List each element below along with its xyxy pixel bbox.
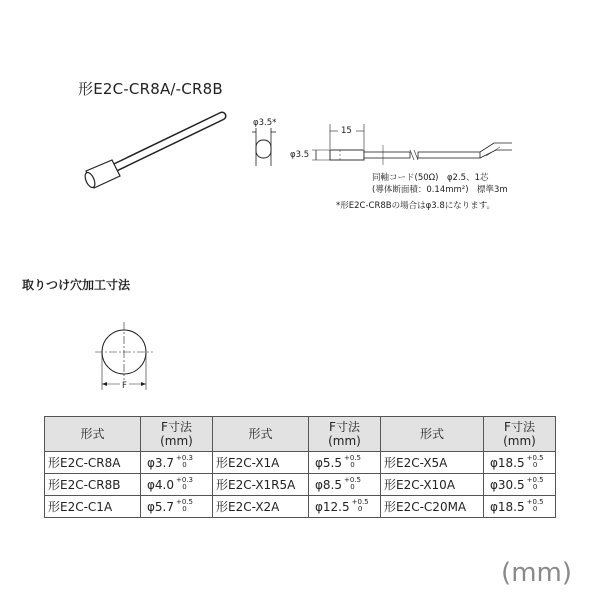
table-row	[45, 474, 556, 496]
header-model: 形式	[45, 417, 141, 452]
f-value-cell: φ18.5 $^{+0.5 0}$	[484, 496, 556, 518]
sensor-illustration	[83, 116, 222, 189]
f-value-cell: φ5.7 $^{+0.5 0}$	[141, 496, 213, 518]
model-cell: 形E2C-C20MA	[381, 496, 484, 518]
header-f: F寸法 (mm)	[141, 417, 213, 452]
model-cell: 形E2C-X10A	[381, 474, 484, 496]
footnote: *形E2C-CR8Bの場合はφ3.8になります。	[336, 201, 496, 211]
model-cell: 形E2C-CR8A	[45, 452, 141, 474]
model-cell: 形E2C-C1A	[45, 496, 141, 518]
body-diameter-label: φ3.5	[290, 150, 310, 160]
f-value-cell: φ8.5 $^{+0.5 0}$	[309, 474, 381, 496]
page-title: 形E2C-CR8A/-CR8B	[78, 80, 223, 98]
table-row	[45, 452, 556, 474]
header-model: 形式	[381, 417, 484, 452]
cable-spec-line1: 同軸コード(50Ω) φ2.5、1芯	[372, 173, 489, 183]
cable-spec-line2: (導体断面積：0.14mm²) 標準3m	[372, 185, 508, 195]
f-dimension-table	[44, 416, 556, 518]
length-label: 15	[341, 126, 352, 136]
f-value-cell: φ12.5 $^{+0.5 0}$	[309, 496, 381, 518]
model-cell: 形E2C-X2A	[213, 496, 309, 518]
model-cell: 形E2C-X1A	[213, 452, 309, 474]
end-diameter-label: φ3.5*	[253, 118, 277, 128]
f-value-cell: φ4.0 $^{+0.3 0}$	[141, 474, 213, 496]
header-model: 形式	[213, 417, 309, 452]
header-f: F寸法 (mm)	[309, 417, 381, 452]
unit-label: (mm)	[501, 558, 572, 588]
f-value-cell: φ5.5 $^{+0.5 0}$	[309, 452, 381, 474]
table-row	[45, 496, 556, 518]
model-cell: 形E2C-X5A	[381, 452, 484, 474]
model-cell: 形E2C-X1R5A	[213, 474, 309, 496]
table-header-row	[45, 417, 556, 452]
f-value-cell: φ30.5 $^{+0.5 0}$	[484, 474, 556, 496]
end-view	[252, 128, 276, 166]
header-f: F寸法 (mm)	[484, 417, 556, 452]
f-value-cell: φ3.7 $^{+0.3 0}$	[141, 452, 213, 474]
model-cell: 形E2C-CR8B	[45, 474, 141, 496]
mounting-hole-title: 取りつけ穴加工寸法	[22, 278, 131, 292]
f-dimension-label: F	[122, 381, 127, 391]
f-value-cell: φ18.5 $^{+0.5 0}$	[484, 452, 556, 474]
